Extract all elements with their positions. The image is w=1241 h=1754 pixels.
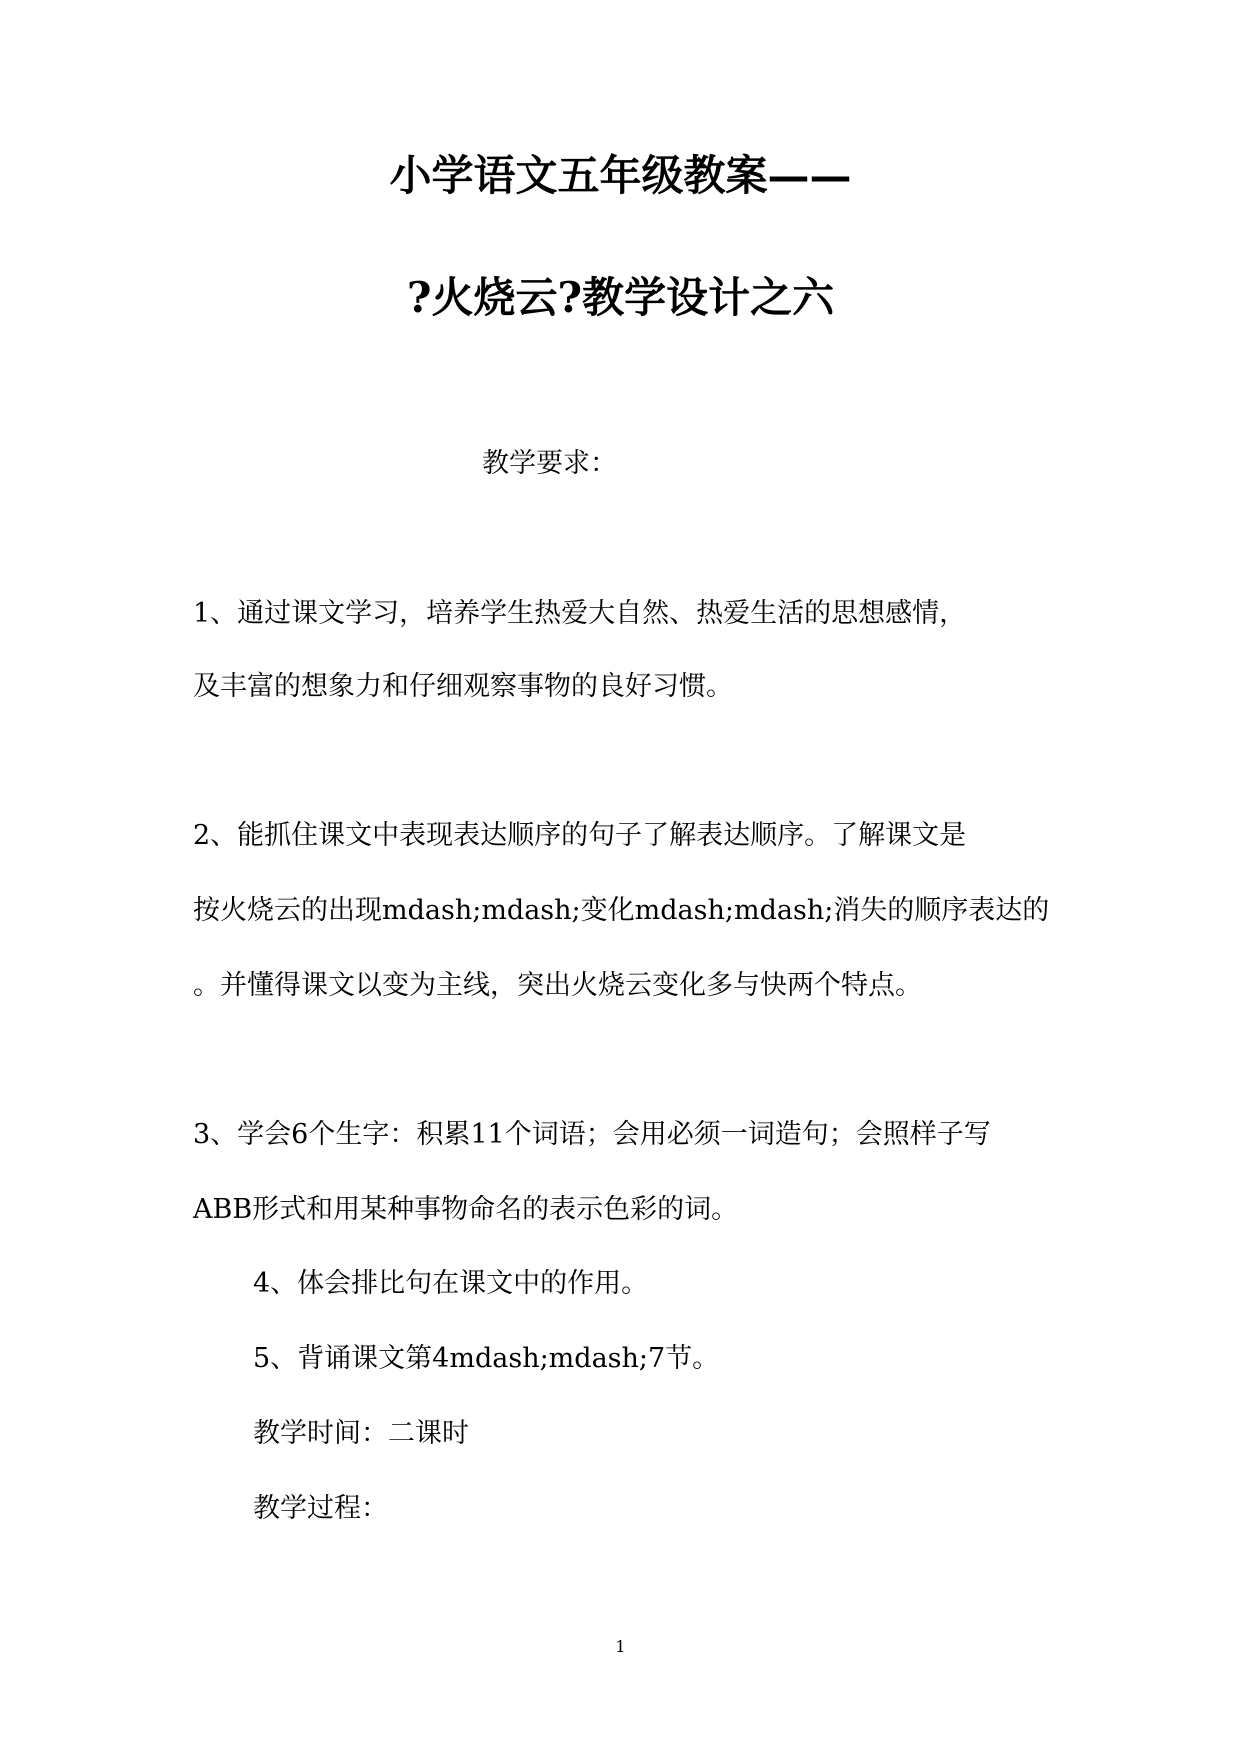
page-number: 1 xyxy=(615,1637,626,1656)
paragraph-line: ABB形式和用某种事物命名的表示色彩的词。 xyxy=(193,1194,739,1225)
section-heading: 教学要求： xyxy=(482,448,617,479)
paragraph-line: 教学时间：二课时 xyxy=(253,1418,469,1449)
paragraph-line: 2、能抓住课文中表现表达顺序的句子了解表达顺序。了解课文是 xyxy=(193,820,967,851)
paragraph-line: 教学过程： xyxy=(253,1493,388,1524)
paragraph-line: 4、体会排比句在课文中的作用。 xyxy=(253,1268,649,1299)
paragraph-line: 。并懂得课文以变为主线，突出火烧云变化多与快两个特点。 xyxy=(193,970,922,1001)
document-title-line-1: 小学语文五年级教案—— xyxy=(389,151,852,200)
paragraph-line: 及丰富的想象力和仔细观察事物的良好习惯。 xyxy=(193,671,733,702)
paragraph-line: 5、背诵课文第4mdash;mdash;7节。 xyxy=(253,1343,720,1374)
paragraph-line: 1、通过课文学习，培养学生热爱大自然、热爱生活的思想感情， xyxy=(193,598,967,629)
paragraph-line: 3、学会6个生字：积累11个词语；会用必须一词造句；会照样子写 xyxy=(193,1119,991,1150)
document-title-line-2: ?火烧云?教学设计之六 xyxy=(406,273,835,322)
paragraph-line: 按火烧云的出现mdash;mdash;变化mdash;mdash;消失的顺序表达的 xyxy=(193,895,1050,926)
